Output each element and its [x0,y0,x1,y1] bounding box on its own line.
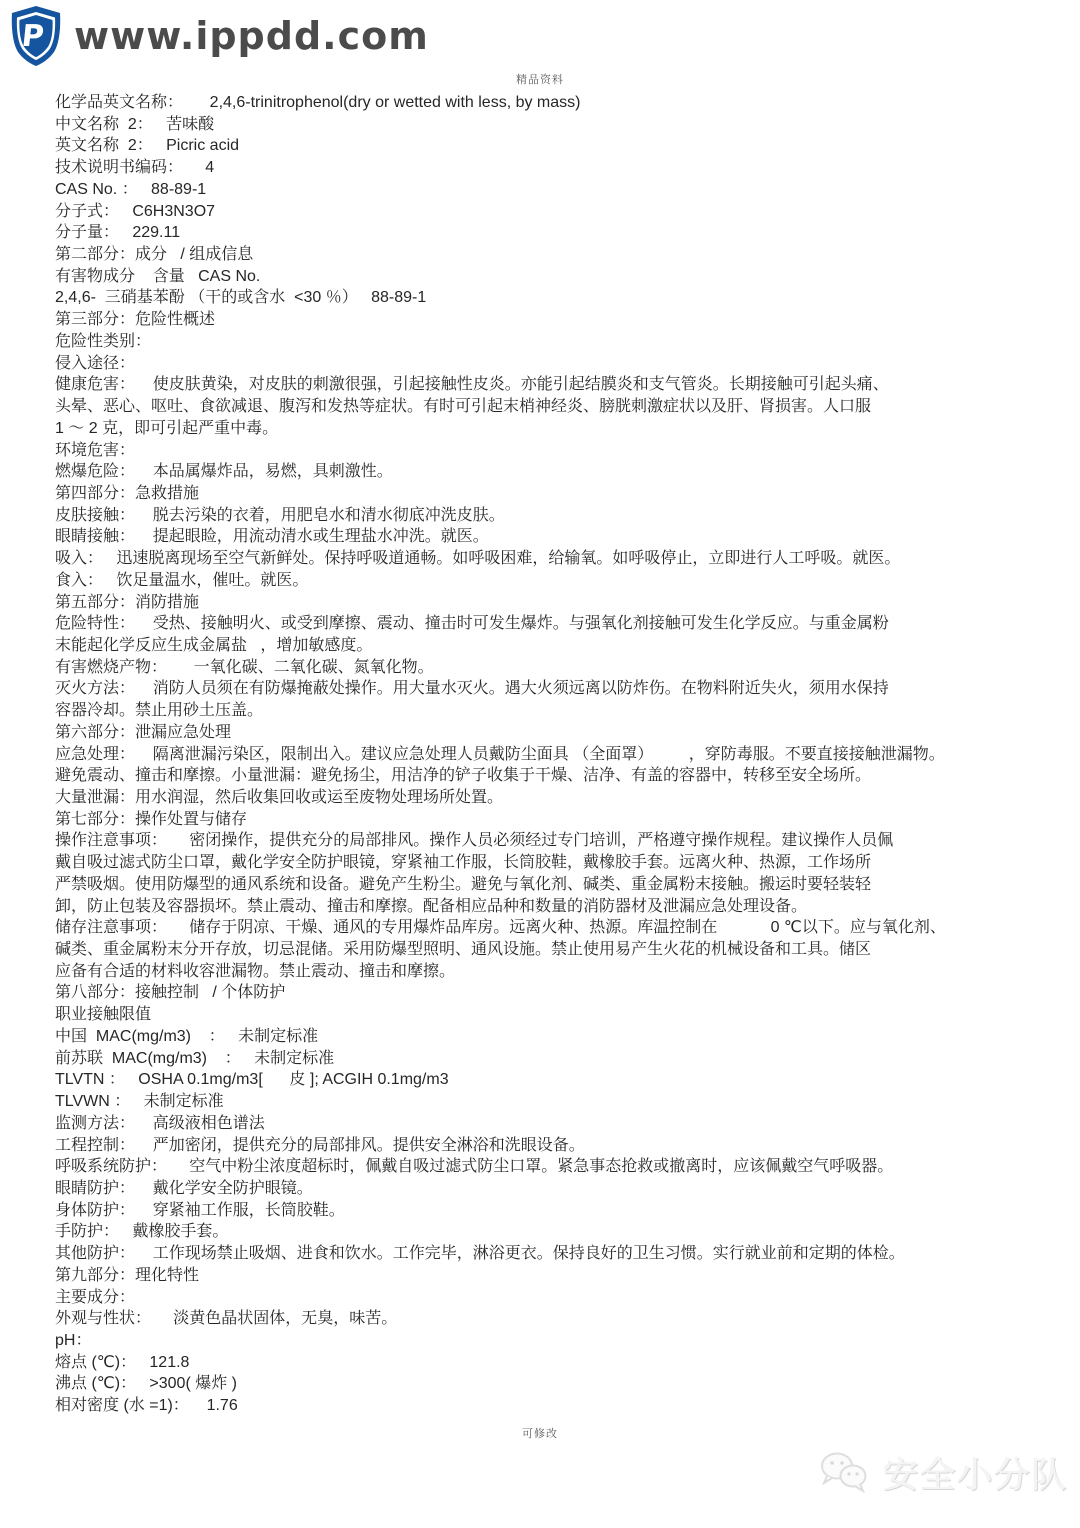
account-watermark [817,1448,1068,1498]
document-line: 分子式： C6H3N3O7 [55,202,216,220]
svg-text:P: P [19,19,46,54]
document-line: 前苏联 MAC(mg/m3) ： 未制定标准 [55,1049,335,1067]
document-line: 头晕、恶心、呕吐、食欲减退、腹泻和发热等症状。有时可引起末梢神经炎、膀胱刺激症状以及肝、肾损害。人口服 [55,398,872,416]
document-line: 第七部分：操作处置与储存 [55,810,248,828]
document-line: 分子量： 229.11 [55,224,181,242]
document-line: 其他防护： 工作现场禁止吸烟、进食和饮水。工作完毕，淋浴更衣。保持良好的卫生习惯。实行就业前和定期的体检。 [55,1245,905,1263]
document-line: 避免震动、撞击和摩擦。小量泄漏：避免扬尘，用洁净的铲子收集于干燥、洁净、有盖的容器中，转移至安全场所。 [55,767,872,785]
document-line: 工程控制： 严加密闭，提供充分的局部排风。提供安全淋浴和洗眼设备。 [55,1136,585,1154]
watermark-text: 安全小分队 [882,1456,1068,1495]
bottom-page-mark: 可修改 [522,1428,558,1440]
document-line: 监测方法： 高级液相色谱法 [55,1114,265,1132]
document-line: 1 ～ 2 克，即可引起严重中毒。 [55,419,279,437]
document-line: 化学品英文名称： 2,4,6-trinitrophenol(dry or wetted with less, by mass) [55,94,581,111]
document-line: TLVWN ： 未制定标准 [55,1093,224,1111]
document-line: 应急处理： 隔离泄漏污染区，限制出入。建议应急处理人员戴防尘面具 （全面罩） ，穿防毒服。不要直接接触泄漏物。 [55,745,945,763]
brand-header [8,4,429,68]
document-line: 卸，防止包装及容器损坏。禁止震动、撞击和摩擦。配备相应品种和数量的消防器材及泄漏应急处理设备。 [55,897,808,915]
document-line: 戴自吸过滤式防尘口罩，戴化学安全防护眼镜，穿紧袖工作服，长筒胶鞋，戴橡胶手套。远离火种、热源，工作场所 [55,854,872,872]
document-line: 危险特性： 受热、接触明火、或受到摩擦、震动、撞击时可发生爆炸。与强氧化剂接触可发生化学反应。与重金属粉 [55,615,889,633]
document-body [55,92,1050,1417]
document-line: 中文名称 2： 苦味酸 [55,115,215,133]
document-line: pH： [55,1331,92,1349]
document-line: 碱类、重金属粉末分开存放，切忌混储。采用防爆型照明、通风设施。禁止使用易产生火花的机械设备和工具。储区 [55,941,872,959]
top-page-mark: 精品资料 [516,74,564,86]
document-line: 容器冷却。禁止用砂土压盖。 [55,702,264,720]
document-line: 第八部分：接触控制 / 个体防护 [55,984,286,1002]
document-line: 第二部分：成分 / 组成信息 [55,246,254,264]
document-line: TLVTN ： OSHA 0.1mg/m3[ 皮 ]; ACGIH 0.1mg/m3 [55,1071,449,1089]
document-line: 眼睛防护： 戴化学安全防护眼镜。 [55,1179,313,1197]
document-line: 第六部分：泄漏应急处理 [55,723,232,741]
document-line: 熔点 (℃)： 121.8 [55,1353,190,1371]
document-line: 危险性类别： [55,332,152,350]
document-line: 相对密度 (水 =1)： 1.76 [55,1397,238,1415]
document-line: 职业接触限值 [55,1006,152,1024]
document-line: 第九部分：理化特性 [55,1266,200,1284]
document-line: 大量泄漏：用水润湿，然后收集回收或运至废物处理场所处置。 [55,789,504,806]
document-line: 中国 MAC(mg/m3) ： 未制定标准 [55,1027,319,1045]
document-line: 呼吸系统防护： 空气中粉尘浓度超标时，佩戴自吸过滤式防尘口罩。紧急事态抢救或撤离时，应该佩戴空气呼吸器。 [55,1158,894,1176]
document-line: 2,4,6- 三硝基苯酚 （干的或含水 <30 ％） 88-89-1 [55,289,427,307]
document-line: 吸入： 迅速脱离现场至空气新鲜处。保持呼吸道通畅。如呼吸困难，给输氧。如呼吸停止，立即进行人工呼吸。就医。 [55,550,901,568]
document-line: 食入： 饮足量温水，催吐。就医。 [55,571,309,589]
document-line: 外观与性状： 淡黄色晶状固体，无臭，味苦。 [55,1310,398,1328]
document-line: 主要成分： [55,1288,136,1306]
shield-p-logo-icon [8,5,64,67]
document-line: 健康危害： 使皮肤黄染，对皮肤的刺激很强，引起接触性皮炎。亦能引起结膜炎和支气管炎。长期接触可引起头痛、 [55,376,889,394]
document-line: 储存注意事项： 储存于阴凉、干燥、通风的专用爆炸品库房。远离火种、热源。库温控制在 0 ℃以下。应与氧化剂、 [55,919,946,937]
document-line: 有害物成分 含量 CAS No. [55,267,261,285]
document-line: CAS No. ： 88-89-1 [55,180,207,198]
document-line: 眼睛接触： 提起眼睑，用流动清水或生理盐水冲洗。就医。 [55,528,489,546]
document-line: 侵入途径： [55,354,136,372]
document-line: 有害燃烧产物： 一氧化碳、二氧化碳、氮氧化物。 [55,658,434,676]
document-line: 皮肤接触： 脱去污染的衣着，用肥皂水和清水彻底冲洗皮肤。 [55,506,505,524]
document-line: 英文名称 2： Picric acid [55,137,240,155]
document-line: 应备有合适的材料收容泄漏物。禁止震动、撞击和摩擦。 [55,962,456,980]
document-line: 手防护： 戴橡胶手套。 [55,1223,229,1241]
document-line: 环境危害： [55,441,136,459]
site-url: www.ippdd.com [74,14,429,58]
document-line: 第四部分：急救措施 [55,484,200,502]
document-line: 末能起化学反应生成金属盐 ，增加敏感度。 [55,636,373,654]
document-line: 操作注意事项： 密闭操作，提供充分的局部排风。操作人员必须经过专门培训，严格遵守操作规程。建议操作人员佩 [55,832,894,850]
document-line: 沸点 (℃)： >300( 爆炸 ) [55,1375,237,1393]
document-line: 身体防护： 穿紧袖工作服，长筒胶鞋。 [55,1201,345,1219]
wechat-icon [817,1448,873,1498]
document-line: 严禁吸烟。使用防爆型的通风系统和设备。避免产生粉尘。避免与氧化剂、碱类、重金属粉末接触。搬运时要轻装轻 [55,875,872,893]
document-line: 灭火方法： 消防人员须在有防爆掩蔽处操作。用大量水灭火。遇大火须远离以防炸伤。在物料附近失火，须用水保持 [55,680,889,698]
document-line: 第三部分：危险性概述 [55,311,216,329]
document-line: 技术说明书编码： 4 [55,159,215,177]
document-line: 第五部分：消防措施 [55,593,200,611]
document-line: 燃爆危险： 本品属爆炸品，易燃，具刺激性。 [55,463,393,481]
